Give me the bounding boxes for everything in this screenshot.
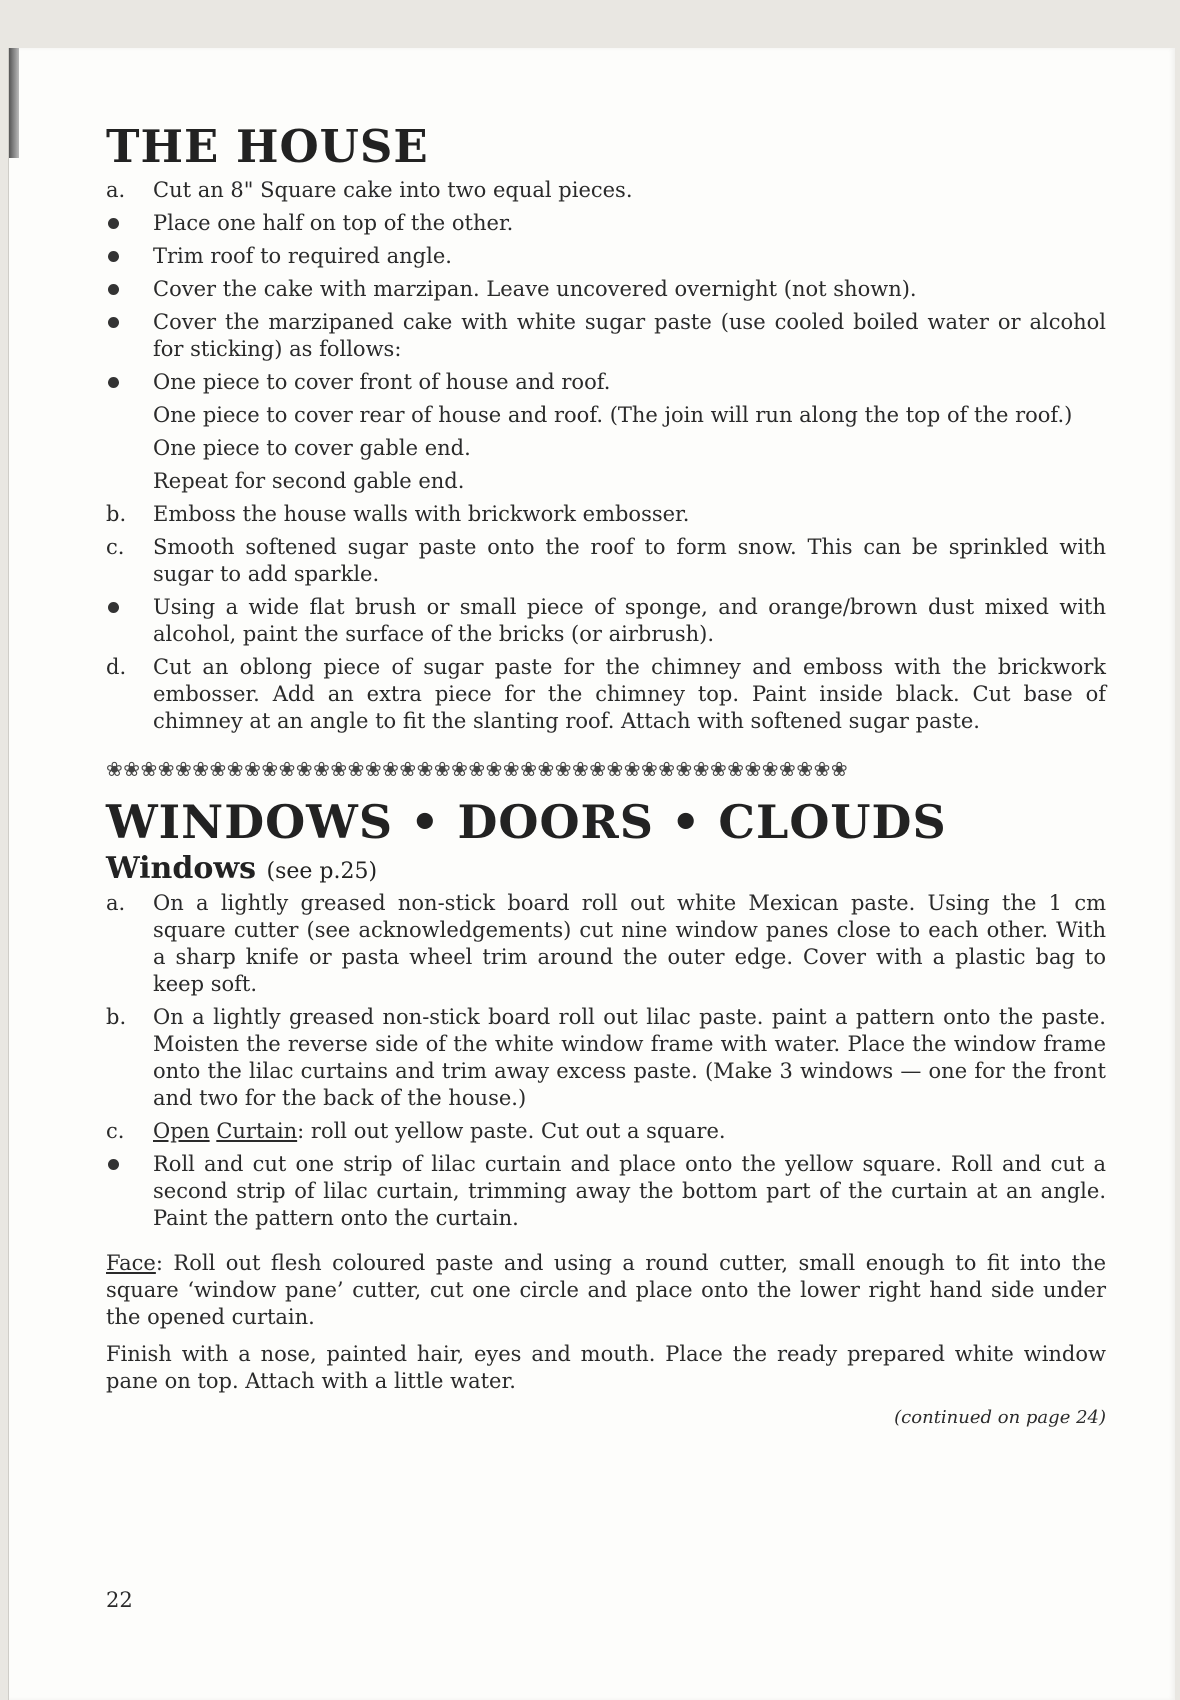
list-item: One piece to cover rear of house and roof. (The join will run along the top of the roof.)	[153, 403, 1073, 427]
page-reference: (see p.25)	[266, 859, 378, 884]
list-item: Cover the cake with marzipan. Leave uncovered overnight (not shown).	[153, 277, 917, 301]
finish-paragraph: Finish with a nose, painted hair, eyes and mouth. Place the ready prepared white window pane on top. Attach with a little water.	[106, 1342, 1106, 1393]
list-item: a. Cut an 8" Square cake into two equal pieces.	[106, 178, 633, 202]
section-title: WINDOWS • DOORS • CLOUDS	[106, 795, 947, 849]
list-item: d. Cut an oblong piece of sugar paste for the chimney and emboss with the brickwork embosser. Add an extra piece for the chimney top. Paint inside black. Cut base of chimney at an angle to fit the slanting roof. Attach with softened sugar paste.	[106, 655, 1106, 733]
list-item: Place one half on top of the other.	[153, 211, 514, 235]
windows-steps	[106, 890, 1106, 1232]
book-page	[8, 48, 1175, 1700]
list-item: Trim roof to required angle.	[153, 244, 452, 268]
list-item: c. Open Curtain: roll out yellow paste. Cut out a square.	[106, 1119, 726, 1143]
list-item: Cover the marzipaned cake with white sugar paste (use cooled boiled water or alcohol for sticking) as follows:	[153, 310, 1106, 361]
list-item: One piece to cover gable end.	[153, 436, 471, 460]
list-item: Roll and cut one strip of lilac curtain and place onto the yellow square. Roll and cut a second strip of lilac curtain, trimming away the bottom part of the curtain at an angle. Paint the pattern onto the curtain.	[153, 1152, 1106, 1230]
list-item: a. On a lightly greased non-stick board roll out white Mexican paste. Using the 1 cm square cutter (see acknowledgements) cut nine window panes close to each other. With a sharp knife or pasta wheel trim around the outer edge. Cover with a plastic bag to keep soft.	[106, 891, 1106, 996]
page-content	[106, 120, 1106, 1428]
list-item: c. Smooth softened sugar paste onto the roof to form snow. This can be sprinkled with sugar to add sparkle.	[106, 535, 1106, 586]
list-item: b. On a lightly greased non-stick board roll out lilac paste. paint a pattern onto the paste. Moisten the reverse side of the white window frame with water. Place the window frame onto the lilac curtains and trim away excess paste. (Make 3 windows — one for the front and two for the back of the house.)	[106, 1005, 1106, 1110]
continued-note: (continued on page 24)	[894, 1407, 1106, 1428]
house-steps	[106, 177, 1106, 735]
list-item: b. Emboss the house walls with brickwork embosser.	[106, 502, 690, 526]
list-item: Repeat for second gable end.	[153, 469, 465, 493]
list-item: One piece to cover front of house and roof.	[153, 370, 611, 394]
page-number: 22	[106, 1588, 133, 1612]
flower-divider: ❀❀❀❀❀❀❀❀❀❀❀❀❀❀❀❀❀❀❀❀❀❀❀❀❀❀❀❀❀❀❀❀❀❀❀❀❀❀❀❀❀❀❀	[106, 757, 849, 781]
face-paragraph: Face: Roll out flesh coloured paste and using a round cutter, small enough to fit into the square ‘window pane’ cutter, cut one circle and place onto the lower right hand side under the opened curtain.	[106, 1251, 1106, 1329]
list-item: Using a wide flat brush or small piece of sponge, and orange/brown dust mixed with alcohol, paint the surface of the bricks (or airbrush).	[153, 595, 1106, 646]
windows-subtitle: Windows (see p.25)	[106, 851, 378, 886]
house-title: THE HOUSE	[106, 120, 429, 173]
spine-shadow	[9, 48, 19, 158]
